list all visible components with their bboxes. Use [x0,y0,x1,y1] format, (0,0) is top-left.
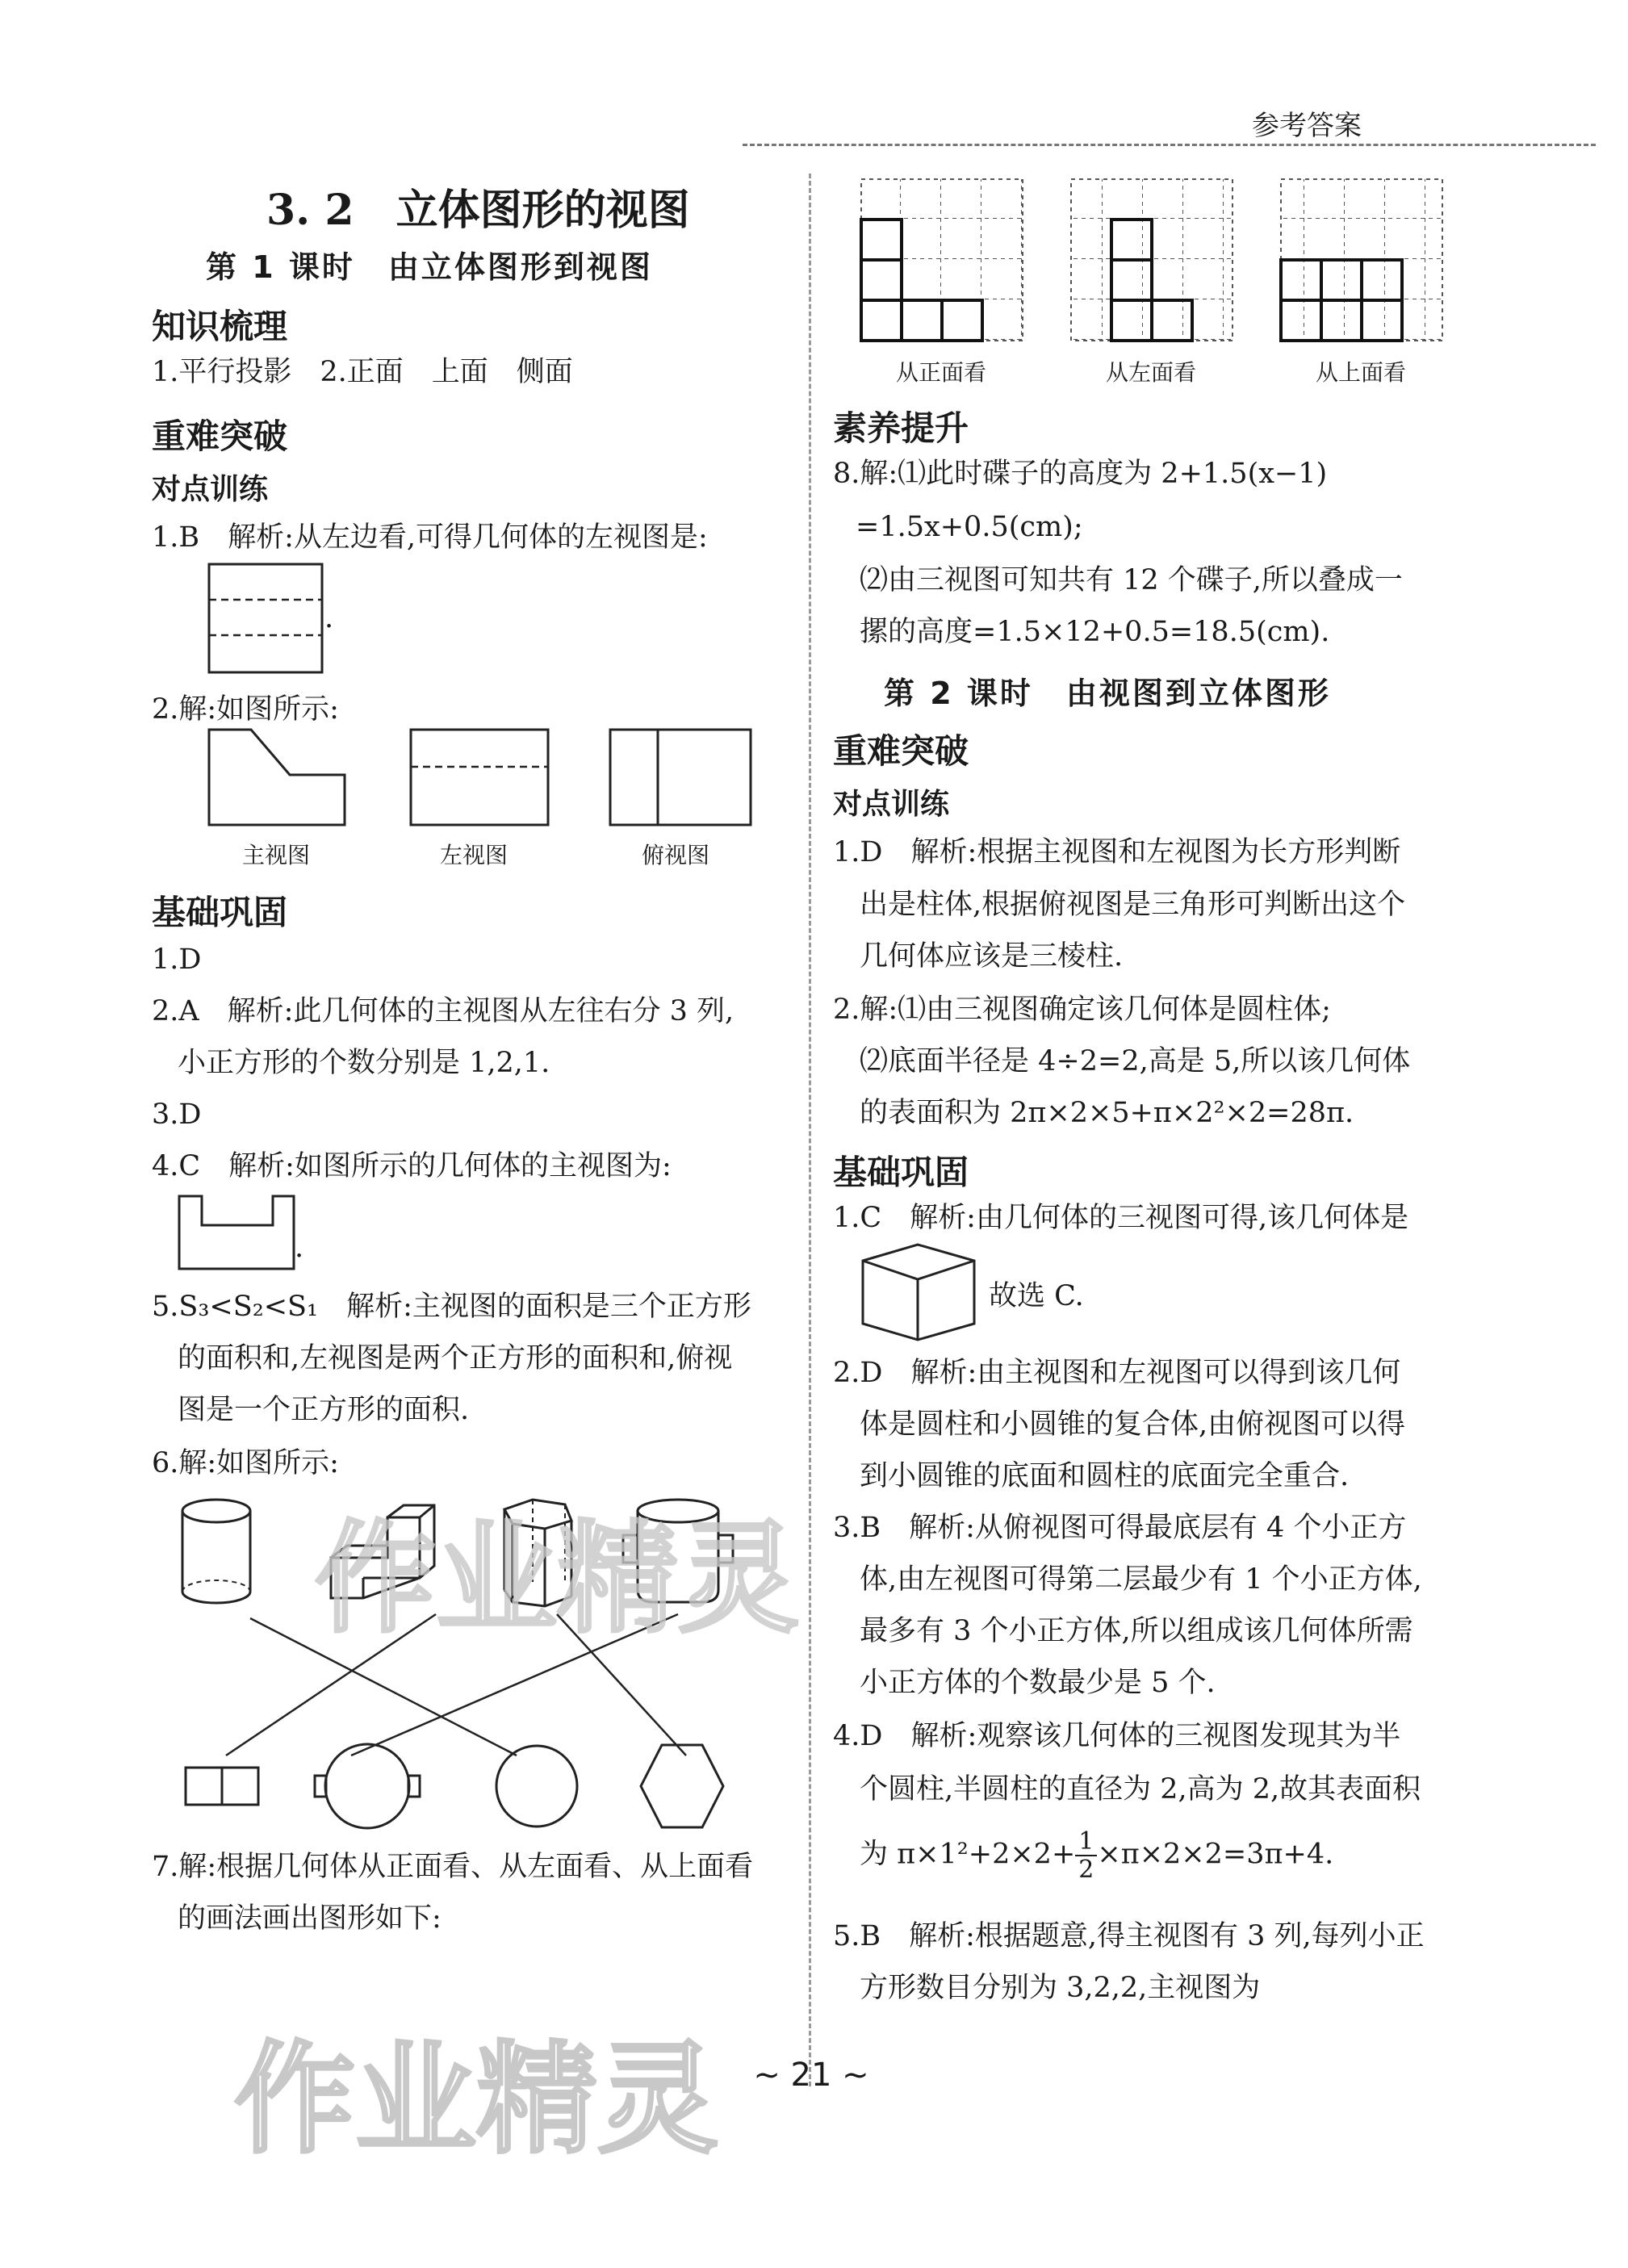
q1-period: . [324,602,334,634]
grid-cap-front: 从正面看 [896,359,987,386]
c4-line-a: 4.D 解析:观察该几何体的三视图发现其为半 [833,1720,1401,1752]
c3-line-b: 体,由左视图可得第二层最少有 1 个小正方体, [860,1563,1422,1596]
tilde-left-icon: ∼ [753,2057,781,2094]
c3-line-d: 小正方体的个数最少是 5 个. [860,1667,1216,1699]
heading-zhongnan: 重难突破 [152,416,288,456]
b4-front-view-figure [176,1193,297,1274]
q7-view-grids [860,178,1530,347]
r1-line-c: 几何体应该是三棱柱. [860,940,1124,973]
grid-cap-top: 从上面看 [1316,359,1407,386]
b2-line-a: 2.A 解析:此几何体的主视图从左往右分 3 列, [152,995,734,1027]
column-divider [809,174,811,2086]
heading-duidian-2: 对点训练 [833,788,950,821]
c2-line-b: 体是圆柱和小圆锥的复合体,由俯视图可以得 [860,1408,1406,1441]
c1-answer: 1.C 解析:由几何体的三视图可得,该几何体是 [833,1202,1409,1234]
q2-top-view [607,726,756,831]
q2-cap-left: 左视图 [440,842,508,868]
c4-fraction-denominator: 2 [1078,1856,1094,1884]
b5-line-c: 图是一个正方形的面积. [178,1394,470,1426]
heading-suyang: 素养提升 [833,408,969,448]
q2-front-view [206,726,351,831]
c4-fraction [1075,1828,1097,1883]
q1-left-view-figure [206,561,335,678]
r2-line-a: 2.解:⑴由三视图确定该几何体是圆柱体; [833,994,1331,1026]
r2-line-b: ⑵底面半径是 4÷2=2,高是 5,所以该几何体 [860,1045,1411,1078]
b3-answer: 3.D [152,1098,202,1131]
b5-line-a: 5.S₃<S₂<S₁ 解析:主视图的面积是三个正方形 [152,1291,751,1323]
s8-line-b: =1.5x+0.5(cm); [856,511,1083,543]
header-label: 参考答案 [1252,110,1362,142]
lesson2-title: 第 2 课时 由视图到立体图形 [884,676,1331,711]
c2-line-c: 到小圆锥的底面和圆柱的底面完全重合. [860,1460,1350,1492]
c1-tail: 故选 C. [989,1280,1084,1312]
c4-fraction-numerator: 1 [1075,1828,1097,1856]
b6-answer: 6.解:如图所示: [152,1447,339,1479]
r2-line-c: 的表面积为 2π×2×5+π×2²×2=28π. [860,1097,1354,1129]
watermark-mid: 作业精灵 [315,1509,800,1650]
c2-line-a: 2.D 解析:由主视图和左视图可以得到该几何 [833,1357,1401,1389]
grid-cap-left: 从左面看 [1106,359,1197,386]
section-title: 3. 2 立体图形的视图 [266,186,690,235]
b4-period: . [295,1232,304,1264]
b1-answer: 1.D [152,944,202,976]
heading-jichu: 基础巩固 [152,893,288,932]
c4-line-c [860,1828,1333,1883]
c5-line-b: 方形数目分别为 3,2,2,主视图为 [860,1972,1261,2004]
b5-line-b: 的面积和,左视图是两个正方形的面积和,俯视 [178,1342,733,1375]
zhishi-answers: 1.平行投影 2.正面 上面 侧面 [152,356,573,388]
c5-line-a: 5.B 解析:根据题意,得主视图有 3 列,每列小正 [833,1920,1425,1952]
c4-formula-part2: ×π×2×2=3π+4. [1097,1838,1334,1871]
page-number-value: 21 [790,2057,832,2094]
q2-cap-front: 主视图 [242,842,311,868]
c4-formula-part1: 为 π×1²+2×2+ [860,1838,1076,1871]
q2-cap-top: 俯视图 [642,842,710,868]
r1-line-a: 1.D 解析:根据主视图和左视图为长方形判断 [833,836,1401,868]
heading-jichu-2: 基础巩固 [833,1153,969,1192]
c3-line-a: 3.B 解析:从俯视图可得最底层有 4 个小正方 [833,1512,1407,1544]
s8-line-c: ⑵由三视图可知共有 12 个碟子,所以叠成一 [860,564,1403,596]
b7-line-a: 7.解:根据几何体从正面看、从左面看、从上面看 [152,1851,754,1883]
s8-line-d: 摞的高度=1.5×12+0.5=18.5(cm). [860,616,1330,648]
r1-line-b: 出是柱体,根据俯视图是三角形可判断出这个 [860,889,1406,921]
s8-line-a: 8.解:⑴此时碟子的高度为 2+1.5(x−1) [833,458,1328,490]
c4-line-b: 个圆柱,半圆柱的直径为 2,高为 2,故其表面积 [860,1773,1421,1806]
q1-answer: 1.B 解析:从左边看,可得几何体的左视图是: [152,521,708,554]
heading-zhongnan-2: 重难突破 [833,731,969,771]
q2-answer: 2.解:如图所示: [152,693,339,726]
b2-line-b: 小正方形的个数分别是 1,2,1. [178,1047,550,1079]
lesson1-title: 第 1 课时 由立体图形到视图 [206,249,653,285]
watermark-bottom: 作业精灵 [234,2030,719,2170]
q2-left-view [408,726,553,831]
page-number [751,2057,872,2094]
b4-answer: 4.C 解析:如图所示的几何体的主视图为: [152,1150,672,1182]
c1-prism-figure [860,1243,981,1344]
header-rule [743,144,1596,146]
tilde-right-icon: ∼ [842,2057,869,2094]
b7-line-b: 的画法画出图形如下: [178,1902,442,1935]
heading-duidian: 对点训练 [152,473,269,506]
c3-line-c: 最多有 3 个小正方体,所以组成该几何体所需 [860,1615,1413,1647]
heading-zhishi: 知识梳理 [152,307,288,346]
